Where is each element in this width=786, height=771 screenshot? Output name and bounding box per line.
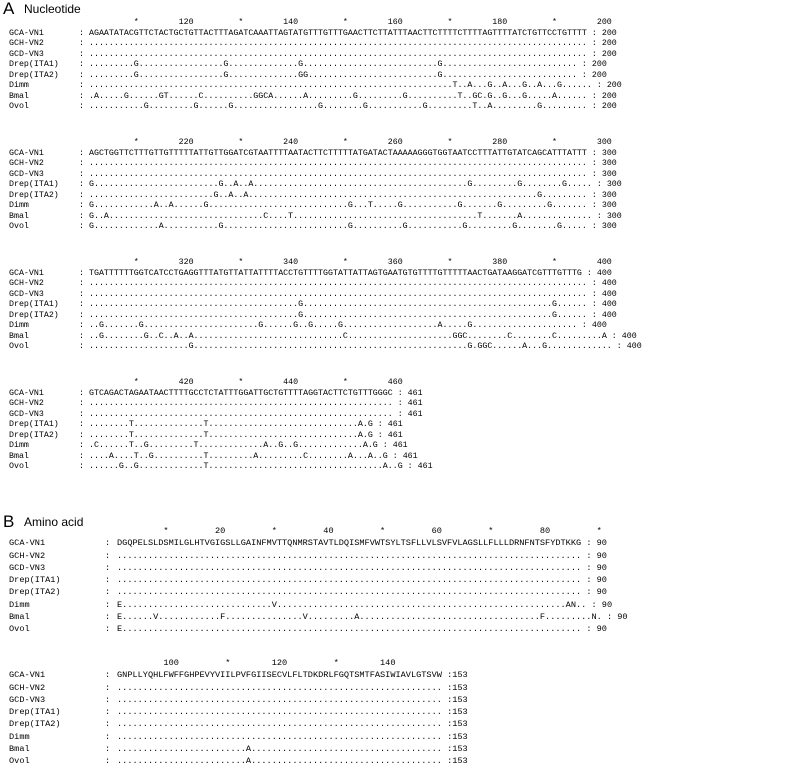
sequence-residues: ............................................................. <box>89 409 393 419</box>
panel-a-title: Nucleotide <box>24 2 81 16</box>
sequence-end-position: : 461 <box>392 451 418 461</box>
sequence-end-position: : 400 <box>616 342 642 351</box>
sequence-end-position: : 90 <box>586 562 607 573</box>
sequence-row <box>9 279 642 290</box>
separator: : <box>79 321 84 330</box>
sequence-name: GCA-VN1 <box>9 670 46 681</box>
separator: : <box>79 430 84 440</box>
separator: : <box>79 342 84 351</box>
separator: : <box>79 441 84 450</box>
sequence-residues: ....A....T..G..........T.........A.........C........A...A..G <box>89 451 388 461</box>
sequence-row <box>9 311 642 322</box>
sequence-row <box>9 682 468 694</box>
sequence-row <box>9 332 642 343</box>
sequence-end-position: :153 <box>447 756 468 767</box>
sequence-residues: ........T..............T..............................A.G <box>89 430 373 440</box>
sequence-row <box>9 159 622 170</box>
sequence-residues: .................................................................................................... <box>89 49 587 59</box>
separator: : <box>105 694 111 705</box>
sequence-row <box>9 599 628 611</box>
sequence-row <box>9 562 628 574</box>
separator: : <box>79 70 84 80</box>
sequence-row <box>9 149 622 160</box>
sequence-name: Dimm <box>9 81 29 90</box>
alignment-block <box>9 18 622 113</box>
separator: : <box>105 670 111 681</box>
separator: : <box>79 28 84 38</box>
sequence-end-position: : 90 <box>586 550 607 561</box>
separator: : <box>105 587 111 598</box>
sequence-row <box>9 50 622 61</box>
separator: : <box>79 409 84 419</box>
sequence-end-position: : 461 <box>397 388 423 398</box>
sequence-name: Drep(ITA1) <box>9 60 59 69</box>
sequence-name: Bmal <box>9 612 30 623</box>
sequence-row <box>9 81 622 92</box>
sequence-name: Drep(ITA2) <box>9 719 61 730</box>
sequence-end-position: : 90 <box>586 587 607 598</box>
sequence-end-position: : 461 <box>382 441 408 450</box>
sequence-name: GCH-VN2 <box>9 159 44 168</box>
sequence-end-position: : 200 <box>581 60 607 69</box>
sequence-row <box>9 623 628 635</box>
sequence-end-position: : 90 <box>591 599 613 610</box>
separator: : <box>79 451 84 461</box>
sequence-end-position: : 461 <box>397 399 423 408</box>
sequence-residues: E......................................................................................... <box>117 624 582 635</box>
sequence-name: Drep(ITA1) <box>9 180 59 189</box>
separator: : <box>79 211 84 221</box>
sequence-end-position: : 300 <box>591 222 617 231</box>
panel-a-letter: A <box>3 0 15 18</box>
sequence-residues: .......................................................................................... <box>117 550 582 561</box>
alignment-block <box>9 138 622 233</box>
sequence-residues: G..A...............................C....T.....................................T.......A.............. <box>89 211 592 221</box>
position-ruler: * 320 * 340 * 360 * 380 * 400 <box>89 258 612 267</box>
sequence-end-position: : 90 <box>586 538 607 549</box>
sequence-row <box>9 718 468 730</box>
sequence-name: Dimm <box>9 731 30 742</box>
sequence-name: Dimm <box>9 201 29 210</box>
sequence-row <box>9 586 628 598</box>
sequence-end-position: : 200 <box>581 70 607 80</box>
sequence-row <box>9 452 433 463</box>
sequence-row <box>9 462 433 473</box>
separator: : <box>79 222 84 231</box>
separator: : <box>79 49 84 59</box>
sequence-residues: ....................G.......................................................G.GGC......A...G............. <box>89 342 612 351</box>
sequence-end-position: : 300 <box>596 180 622 189</box>
sequence-name: GCD-VN3 <box>9 169 44 179</box>
sequence-name: Bmal <box>9 744 30 755</box>
sequence-end-position: : 200 <box>591 91 617 101</box>
sequence-residues: .........................A..................................... <box>117 744 442 755</box>
sequence-end-position: : 200 <box>591 39 617 48</box>
sequence-row <box>9 269 642 280</box>
alignment-block <box>9 258 642 353</box>
sequence-residues: ............................................................... <box>117 731 442 742</box>
sequence-residues: AGAATATACGTTCTACTGCTGTTACTTTAGATCAAATTAGTATGTTTGTTTGAACTTCTTATTTAACTTCTTTTCTTTTAGTTTTATCTGTTCCTGTTTT <box>89 28 587 38</box>
sequence-name: GCD-VN3 <box>9 694 46 705</box>
sequence-name: Drep(ITA2) <box>9 310 59 320</box>
separator: : <box>79 289 84 299</box>
sequence-end-position: : 90 <box>606 612 628 623</box>
sequence-row <box>9 420 433 431</box>
sequence-row <box>9 39 622 50</box>
sequence-residues: ..........................................G..................................................G...... <box>89 300 587 309</box>
sequence-name: GCA-VN1 <box>9 388 44 398</box>
sequence-row <box>9 212 622 223</box>
separator: : <box>79 148 84 158</box>
sequence-name: GCH-VN2 <box>9 39 44 48</box>
sequence-residues: .........G.................G..............G...........................G........................... <box>89 60 577 69</box>
sequence-residues: ........T..............T..............................A.G <box>89 420 373 429</box>
sequence-residues: .C......T..G.........T.............A..G..G.............A.G <box>89 441 378 450</box>
sequence-end-position: : 461 <box>407 462 433 471</box>
separator: : <box>79 169 84 179</box>
sequence-row <box>9 321 642 332</box>
sequence-end-position: :153 <box>447 682 468 693</box>
separator: : <box>105 719 111 730</box>
sequence-residues: G.............A...........G.........................G..........G...........G.........G........G..... <box>89 222 587 231</box>
separator: : <box>79 420 84 429</box>
sequence-name: GCD-VN3 <box>9 562 46 573</box>
sequence-end-position: : 90 <box>586 624 607 635</box>
sequence-name: Dimm <box>9 599 30 610</box>
sequence-residues: AGCTGGTTCTTTGTTGTTTTTATTGTTGGATCGTAATTTTAATACTTCTTTTTATGATACTAAAAAGGGTGGTAATCCTTTATTGTATCAGCATTTATTT <box>89 148 587 158</box>
separator: : <box>79 331 84 341</box>
sequence-end-position: : 90 <box>586 575 607 586</box>
position-ruler: * 20 * 40 * 60 * 80 * <box>117 526 602 536</box>
sequence-row <box>9 60 622 71</box>
sequence-name: Ovol <box>9 342 29 351</box>
separator: : <box>105 599 111 610</box>
sequence-row <box>9 431 433 442</box>
separator: : <box>105 575 111 586</box>
sequence-row <box>9 389 433 400</box>
sequence-end-position: : 461 <box>377 420 403 429</box>
sequence-end-position: : 200 <box>591 49 617 59</box>
sequence-row <box>9 441 433 452</box>
sequence-name: Drep(ITA1) <box>9 300 59 309</box>
sequence-end-position: : 400 <box>591 310 617 320</box>
sequence-residues: G.........................G..A..A...........................................G.........G........G..... <box>89 180 592 189</box>
sequence-end-position: : 300 <box>591 169 617 179</box>
sequence-residues: E.............................V........................................................AN.. <box>117 599 587 610</box>
sequence-residues: E......V............F...............V.........A...................................F.........N. <box>117 612 602 623</box>
separator: : <box>79 462 84 471</box>
sequence-row <box>9 102 622 113</box>
sequence-end-position: : 461 <box>397 409 423 419</box>
separator: : <box>79 190 84 200</box>
separator: : <box>79 60 84 69</box>
sequence-name: GCA-VN1 <box>9 538 46 549</box>
sequence-end-position: : 300 <box>591 159 617 168</box>
sequence-residues: ............................................................... <box>117 719 442 730</box>
sequence-residues: .........................G..A..A..........................................................G......... <box>89 190 587 200</box>
separator: : <box>79 81 84 90</box>
sequence-residues: ............................................................... <box>117 707 442 718</box>
sequence-name: Drep(ITA2) <box>9 70 59 80</box>
sequence-residues: .........G.................G..............GG..........................G........................... <box>89 70 577 80</box>
position-ruler: * 420 * 440 * 460 <box>89 378 403 387</box>
separator: : <box>79 300 84 309</box>
sequence-residues: TGATTTTTTGGTCATCCTGAGGTTTATGTTATTATTTTACCTGTTTTGGTATTATTAGTGAATGTGTTTTGTTTTTAACTGATAAGGATCGTTTGTTTG <box>89 268 582 278</box>
sequence-name: Ovol <box>9 756 30 767</box>
sequence-row <box>9 300 642 311</box>
sequence-end-position: :153 <box>447 670 468 681</box>
sequence-name: Dimm <box>9 441 29 450</box>
sequence-residues: ..G.......G.......................G......G..G.....G...................A.....G..................... <box>89 321 577 330</box>
sequence-residues: .................................................................................................... <box>89 289 587 299</box>
sequence-residues: ............................................................. <box>89 399 393 408</box>
sequence-end-position: : 200 <box>591 102 617 111</box>
separator: : <box>79 180 84 189</box>
sequence-row <box>9 611 628 623</box>
sequence-name: GCA-VN1 <box>9 28 44 38</box>
position-ruler: 100 * 120 * 140 <box>117 658 396 668</box>
sequence-end-position: : 300 <box>591 148 617 158</box>
sequence-residues: ...........G.........G......G.................G........G...........G.........T..A.........G......... <box>89 102 587 111</box>
separator: : <box>79 279 84 288</box>
separator: : <box>79 159 84 168</box>
sequence-end-position: : 300 <box>596 211 622 221</box>
sequence-end-position: : 400 <box>591 289 617 299</box>
sequence-residues: .......................................................................................... <box>117 562 582 573</box>
sequence-end-position: : 400 <box>581 321 607 330</box>
sequence-row <box>9 201 622 212</box>
sequence-row <box>9 92 622 103</box>
sequence-row <box>9 342 642 353</box>
sequence-name: Drep(ITA1) <box>9 707 61 718</box>
separator: : <box>105 744 111 755</box>
alignment-block <box>9 378 433 473</box>
sequence-row <box>9 399 433 410</box>
sequence-residues: .A.....G......GT......C..........GGCA......A.........G.........G..........T..GC.G..G...G.....A...... <box>89 91 587 101</box>
sequence-residues: .......................................................................................... <box>117 587 582 598</box>
sequence-name: Ovol <box>9 624 30 635</box>
sequence-name: GCH-VN2 <box>9 399 44 408</box>
sequence-end-position: : 400 <box>591 279 617 288</box>
sequence-row <box>9 222 622 233</box>
sequence-row <box>9 71 622 82</box>
sequence-residues: G............A..A......G............................G...T.....G...........G.......G.........G....... <box>89 201 587 210</box>
sequence-residues: .................................................................................................... <box>89 169 587 179</box>
sequence-name: GCH-VN2 <box>9 682 46 693</box>
sequence-row <box>9 694 468 706</box>
separator: : <box>105 612 111 623</box>
separator: : <box>79 39 84 48</box>
sequence-row <box>9 755 468 767</box>
sequence-name: Bmal <box>9 451 29 461</box>
sequence-row <box>9 410 433 421</box>
sequence-end-position: : 200 <box>596 81 622 90</box>
panel-b-title: Amino acid <box>24 515 84 529</box>
sequence-name: GCD-VN3 <box>9 289 44 299</box>
panel-b-letter: B <box>3 512 15 531</box>
sequence-row <box>9 669 468 681</box>
sequence-row <box>9 731 468 743</box>
sequence-residues: ......G..G.............T...................................A..G <box>89 462 403 471</box>
sequence-name: Drep(ITA1) <box>9 420 59 429</box>
separator: : <box>105 550 111 561</box>
sequence-row <box>9 290 642 301</box>
separator: : <box>79 102 84 111</box>
sequence-end-position: :153 <box>447 719 468 730</box>
sequence-name: Drep(ITA2) <box>9 430 59 440</box>
sequence-end-position: :153 <box>447 694 468 705</box>
sequence-end-position: : 400 <box>586 268 612 278</box>
sequence-residues: .................................................................................................... <box>89 159 587 168</box>
separator: : <box>79 91 84 101</box>
separator: : <box>105 707 111 718</box>
sequence-name: Ovol <box>9 102 29 111</box>
sequence-residues: GTCAGACTAGAATAACTTTTGCCTCTATTTGGATTGCTGTTTTAGGTACTTCTGTTTGGGC <box>89 388 393 398</box>
sequence-residues: GNPLLYQHLFWFFGHPEVYVIILPVFGIISECVLFLTDKDRLFGQTSMTFASIWIAVLGTSVW <box>117 670 442 681</box>
sequence-residues: .................................................................................................... <box>89 279 587 288</box>
sequence-name: Ovol <box>9 222 29 231</box>
separator: : <box>105 731 111 742</box>
sequence-residues: ............................................................... <box>117 694 442 705</box>
position-ruler: * 220 * 240 * 260 * 280 * 300 <box>89 138 612 147</box>
sequence-name: Drep(ITA2) <box>9 190 59 200</box>
sequence-row <box>9 170 622 181</box>
sequence-end-position: :153 <box>447 731 468 742</box>
alignment-block <box>9 525 628 636</box>
sequence-end-position: : 461 <box>377 430 403 440</box>
sequence-name: Dimm <box>9 321 29 330</box>
separator: : <box>79 388 84 398</box>
sequence-row <box>9 29 622 40</box>
sequence-end-position: : 200 <box>591 28 617 38</box>
sequence-end-position: : 400 <box>611 331 637 341</box>
sequence-residues: DGQPELSLDSMILGLHTVGIGSLLGAINFMVTTQNMRSTAVTLDQISMFVWTSYLTSFLLVLSVFVLAGSLLFLLLDRNFNTSFYDTKKG <box>117 538 582 549</box>
sequence-name: Bmal <box>9 331 29 341</box>
sequence-name: Bmal <box>9 211 29 221</box>
sequence-residues: .........................A..................................... <box>117 756 442 767</box>
sequence-end-position: :153 <box>447 707 468 718</box>
separator: : <box>79 268 84 278</box>
separator: : <box>105 562 111 573</box>
sequence-row <box>9 191 622 202</box>
sequence-row <box>9 574 628 586</box>
sequence-residues: .................................................................................................... <box>89 39 587 48</box>
sequence-row <box>9 180 622 191</box>
sequence-name: GCD-VN3 <box>9 409 44 419</box>
separator: : <box>79 201 84 210</box>
sequence-name: GCD-VN3 <box>9 49 44 59</box>
sequence-name: GCH-VN2 <box>9 279 44 288</box>
sequence-row <box>9 706 468 718</box>
sequence-residues: ..........................................G..................................................G...... <box>89 310 587 320</box>
separator: : <box>105 538 111 549</box>
separator: : <box>105 682 111 693</box>
sequence-name: GCA-VN1 <box>9 148 44 158</box>
separator: : <box>79 310 84 320</box>
alignment-block <box>9 657 468 768</box>
sequence-row <box>9 550 628 562</box>
sequence-residues: ............................................................... <box>117 682 442 693</box>
sequence-residues: .........................................................................T..A...G..A...G..A...G...... <box>89 81 592 90</box>
separator: : <box>105 624 111 635</box>
sequence-end-position: : 300 <box>591 201 617 210</box>
separator: : <box>79 399 84 408</box>
sequence-row <box>9 743 468 755</box>
position-ruler: * 120 * 140 * 160 * 180 * 200 <box>89 18 612 27</box>
sequence-residues: .......................................................................................... <box>117 575 582 586</box>
sequence-residues: ..G........G..C..A..A..............................C.....................GGC........C........C.........A <box>89 331 607 341</box>
sequence-name: Drep(ITA1) <box>9 575 61 586</box>
sequence-name: GCA-VN1 <box>9 268 44 278</box>
sequence-name: Drep(ITA2) <box>9 587 61 598</box>
separator: : <box>105 756 111 767</box>
sequence-name: GCH-VN2 <box>9 550 46 561</box>
sequence-end-position: : 300 <box>591 190 617 200</box>
sequence-row <box>9 537 628 549</box>
sequence-end-position: :153 <box>447 744 468 755</box>
sequence-name: Bmal <box>9 91 29 101</box>
sequence-name: Ovol <box>9 462 29 471</box>
sequence-end-position: : 400 <box>591 300 617 309</box>
